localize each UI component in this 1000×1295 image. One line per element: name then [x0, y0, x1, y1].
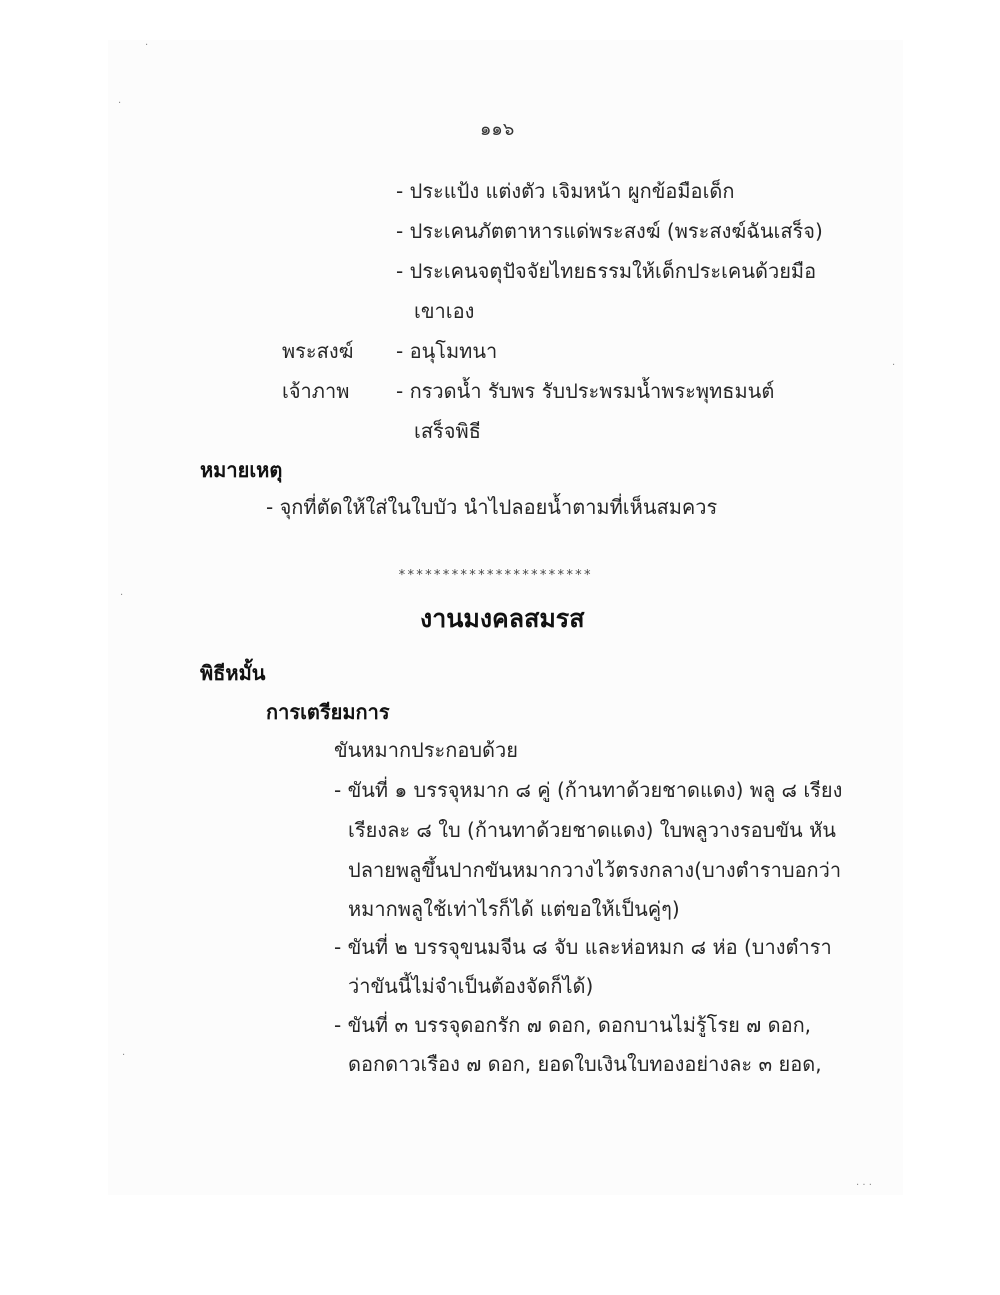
list-item: - ขันที่ ๒ บรรจุขนมจีน ๘ จับ และห่อหมก ๘ ห่อ (บางตำรา	[334, 935, 832, 959]
monks-label: พระสงฆ์	[282, 339, 354, 363]
scan-speck: ·	[118, 98, 122, 109]
list-item-continuation: ดอกดาวเรือง ๗ ดอก, ยอดใบเงินใบทองอย่างละ ๓ ยอด,	[348, 1052, 822, 1076]
host-text-continuation: เสร็จพิธี	[414, 419, 481, 443]
list-item-continuation: ว่าขันนี้ไม่จำเป็นต้องจัดก็ได้)	[348, 974, 594, 998]
list-item-continuation: ปลายพลูขึ้นปากขันหมากวางไว้ตรงกลาง(บางตำราบอกว่า	[348, 858, 842, 882]
monks-text: - อนุโมทนา	[396, 339, 498, 363]
scan-speck: ·	[122, 1050, 126, 1061]
list-item: - ขันที่ ๑ บรรจุหมาก ๘ คู่ (ก้านทาด้วยชาดแดง) พลู ๘ เรียง	[334, 778, 843, 802]
list-item: - ประแป้ง แต่งตัว เจิมหน้า ผูกข้อมือเด็ก	[396, 179, 735, 203]
note-heading: หมายเหตุ	[200, 458, 283, 482]
list-item-continuation: เขาเอง	[414, 299, 475, 323]
scan-speck: ·	[892, 360, 896, 371]
prep-heading: การเตรียมการ	[266, 700, 390, 724]
list-item: - ประเคนจตุปัจจัยไทยธรรมให้เด็กประเคนด้วยมือ	[396, 259, 817, 283]
intro-text: ขันหมากประกอบด้วย	[334, 738, 518, 762]
section-title: งานมงคลสมรส	[420, 604, 585, 633]
scan-speck: ·	[145, 40, 149, 51]
scan-speck: · · ·	[856, 1180, 872, 1191]
list-item-continuation: เรียงละ ๘ ใบ (ก้านทาด้วยชาดแดง) ใบพลูวางรอบขัน หัน	[348, 818, 836, 842]
list-item: - ขันที่ ๓ บรรจุดอกรัก ๗ ดอก, ดอกบานไม่รู้โรย ๗ ดอก,	[334, 1013, 812, 1037]
scan-speck: ·	[120, 590, 124, 601]
page-number: ๑๑๖	[480, 119, 515, 140]
separator: **********************	[398, 568, 593, 583]
list-item: - ประเคนภัตตาหารแด่พระสงฆ์ (พระสงฆ์ฉันเสร็จ)	[396, 219, 823, 243]
host-label: เจ้าภาพ	[282, 379, 350, 403]
note-text: - จุกที่ตัดให้ใส่ในใบบัว นำไปลอยน้ำตามที่เห็นสมควร	[266, 495, 718, 519]
list-item-continuation: หมากพลูใช้เท่าไรก็ได้ แต่ขอให้เป็นคู่ๆ)	[348, 897, 680, 921]
ceremony-heading: พิธีหมั้น	[200, 661, 266, 685]
host-text: - กรวดน้ำ รับพร รับประพรมน้ำพระพุทธมนต์	[396, 379, 775, 403]
